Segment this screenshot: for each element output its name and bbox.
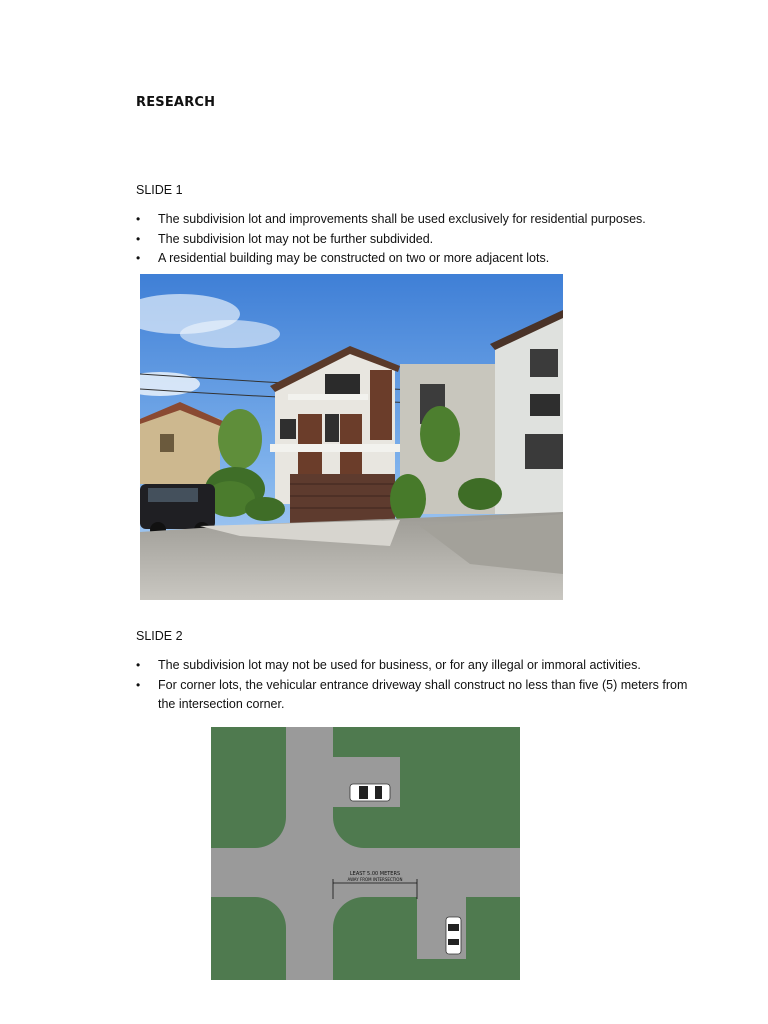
corner-lot-diagram	[211, 727, 520, 980]
list-item: • The subdivision lot may not be further subdivided.	[136, 230, 696, 250]
car-icon	[350, 784, 390, 801]
house-photo	[140, 274, 563, 600]
slide-2-bullet-list	[136, 656, 696, 715]
bullet-icon: •	[136, 231, 141, 246]
bullet-icon: •	[136, 212, 141, 226]
list-item: • The subdivision lot and improvements shall be used exclusively for residential purposes.	[136, 210, 696, 230]
list-item: • For corner lots, the vehicular entrance driveway shall construct no less than five (5) meters from the intersection corner.	[136, 677, 688, 711]
list-item: • The subdivision lot may not be used for business, or for any illegal or immoral activities.	[136, 656, 696, 676]
bullet-icon: •	[136, 251, 141, 265]
bullet-icon: •	[136, 677, 141, 692]
list-item: • A residential building may be constructed on two or more adjacent lots.	[136, 249, 696, 269]
dimension-label-line-2: AWAY FROM INTERSECTION	[347, 877, 403, 882]
dimension-label-line-1: LEAST 5.00 METERS	[349, 871, 401, 877]
page-heading: RESEARCH	[136, 95, 216, 110]
slide-2-label: SLIDE 2	[136, 629, 183, 643]
bullet-icon: •	[136, 658, 141, 672]
slide-1-bullet-list	[136, 210, 696, 269]
slide-1-label: SLIDE 1	[136, 183, 183, 197]
